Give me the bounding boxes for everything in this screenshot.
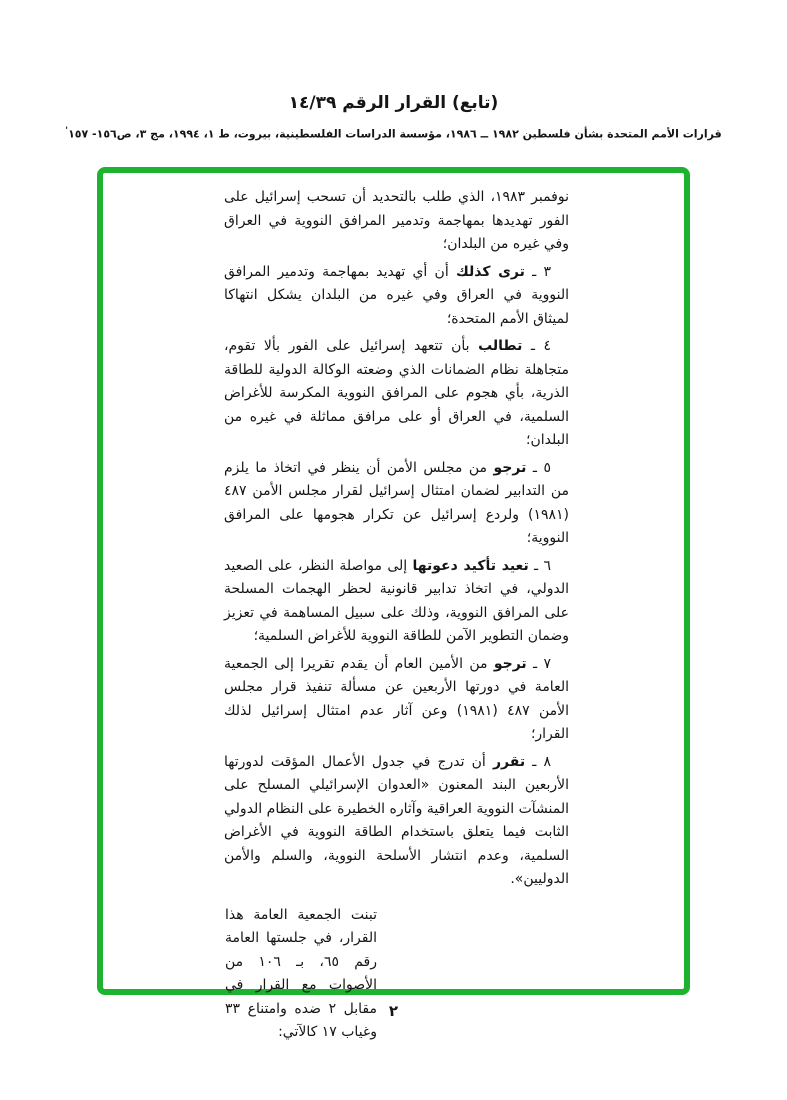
page-number: ٢ — [388, 1002, 399, 1020]
item-number: ٥ ـ — [526, 459, 551, 476]
item-text: من مجلس الأمن أن ينظر في اتخاذ ما يلزم من التدابير لضمان امتثال إسرائيل لقرار مجلس الأمن ٤٨٧ (١٩٨١) ولردع إسرائيل عن تكرار هجومها على المرافق النووية؛ — [224, 459, 569, 546]
footnote-mark: ' — [65, 126, 69, 136]
numbered-paragraph — [224, 555, 569, 649]
item-lead: ترى كذلك — [455, 263, 525, 280]
item-lead: تعيد تأكيد دعوتها — [412, 557, 529, 574]
item-lead: ترجو — [493, 459, 527, 476]
item-text: إلى مواصلة النظر، على الصعيد الدولي، في اتخاذ تدابير قانونية لحظر الهجمات المسلحة على المرافق النووية، وذلك على سبيل المساهمة في تعزيز وضمان التطوير الآمن للطاقة النووية للأغراض السلمية؛ — [224, 557, 569, 644]
item-text: أن تدرج في جدول الأعمال المؤقت لدورتها الأربعين البند المعنون «العدوان الإسرائيلي المسلح على المنشآت النووية العراقية وآثاره الخطيرة على النظام الدولي الثابت فيما يتعلق باستخدام الطاقة النووية في الأغراض السلمية، وعدم انتشار الأسلحة النووية، والسلم والأمن الدوليين». — [224, 753, 569, 887]
numbered-paragraphs — [224, 261, 569, 892]
source-citation — [0, 126, 787, 141]
item-number: ٨ ـ — [525, 753, 552, 770]
item-number: ٧ ـ — [526, 655, 551, 672]
item-text: بأن تتعهد إسرائيل على الفور بألا تقوم، متجاهلة نظام الضمانات الذي وضعته الوكالة الدولية للطاقة الذرية، بأي هجوم على المرافق النووية المكرسة للأغراض السلمية، في العراق أو على مرافق مماثلة في غيره من البلدان؛ — [224, 338, 569, 448]
item-number: ٣ ـ — [524, 263, 551, 280]
numbered-paragraph — [224, 261, 569, 332]
citation-text: قرارات الأمم المتحدة بشأن فلسطين ١٩٨٢ ــ ١٩٨٦، مؤسسة الدراسات الفلسطينية، بيروت، ط ١، ١٩٩٤، مج ٣، ص١٥٦- ١٥٧ — [68, 127, 722, 141]
item-text: أن أي تهديد بمهاجمة وتدمير المرافق النووية في العراق وفي غيره من البلدان يشكل انتهاكا لميثاق الأمم المتحدة؛ — [224, 263, 569, 327]
item-lead: ترجو — [493, 655, 527, 672]
item-text: من الأمين العام أن يقدم تقريرا إلى الجمعية العامة في دورتها الأربعين عن مسألة تنفيذ قرار مجلس الأمن ٤٨٧ (١٩٨١) وعن آثار عدم امتثال إسرائيل لذلك القرار؛ — [224, 655, 570, 742]
numbered-paragraph — [224, 457, 569, 551]
numbered-paragraph — [224, 751, 569, 892]
resolution-title: (تابع) القرار الرقم ١٤/٣٩ — [288, 93, 499, 113]
item-number: ٦ ـ — [528, 557, 551, 574]
item-lead: تطالب — [478, 338, 523, 354]
paragraph-continuation: نوفمبر ١٩٨٣، الذي طلب بالتحديد أن تسحب إسرائيل على الفور تهديدها بمهاجمة وتدمير المرافق النووية في العراق وفي غيره من البلدان؛ — [224, 189, 569, 252]
item-number: ٤ ـ — [522, 338, 551, 354]
item-lead: تقرر — [492, 753, 526, 770]
adoption-note: تبنت الجمعية العامة هذا القرار، في جلستها العامة رقم ٦٥، بـ ١٠٦ من الأصوات مع القرار في مقابل ٢ ضده وامتناع ٣٣ وغياب ١٧ كالآتي: — [225, 906, 378, 1040]
numbered-paragraph — [224, 653, 569, 747]
numbered-paragraph — [224, 335, 569, 453]
resolution-body — [224, 186, 569, 1045]
